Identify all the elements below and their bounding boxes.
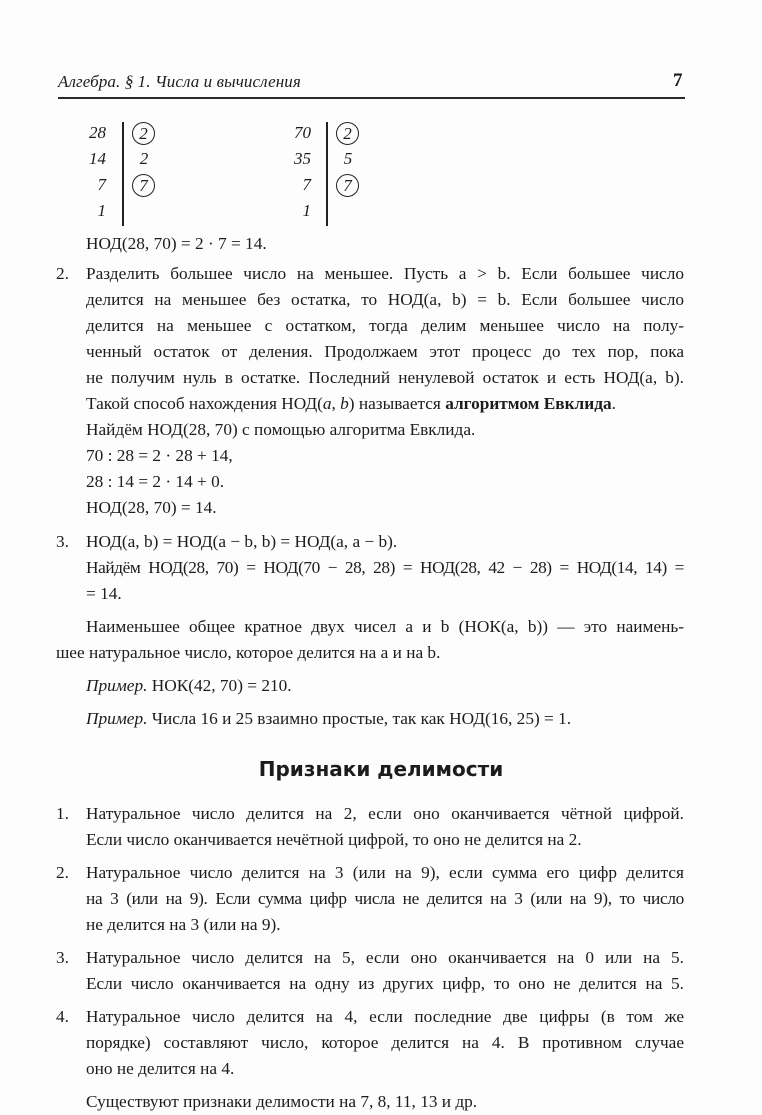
page-number: 7 xyxy=(673,70,683,91)
example-intro: Найдём НОД(28, 70) с помощью алгоритма Евклида. xyxy=(86,420,476,439)
rule-line: Если число оканчивается нечётной цифрой, то оно не делится на 2. xyxy=(86,830,582,849)
euclid-step: 70 : 28 = 2 · 28 + 14, xyxy=(86,446,233,465)
dividend: 35 xyxy=(294,149,311,168)
dividend: 14 xyxy=(89,149,106,168)
dividend: 7 xyxy=(97,175,106,194)
rule-line: порядке) составляют число, которое делится на 4. В противном случае xyxy=(86,1033,684,1052)
list-number: 2. xyxy=(56,264,69,283)
lcm-definition-line: шее натуральное число, которое делится на a и на b. xyxy=(56,643,441,662)
definition-prefix: Такой способ нахождения НОД(a, b) называется xyxy=(86,394,446,413)
rule-line: Натуральное число делится на 4, если последние две цифры (в том же xyxy=(86,1007,684,1026)
paragraph-line: ченный остаток от деления. Продолжаем этот процесс до тех пор, пока xyxy=(86,342,684,361)
paragraph-line: не получим нуль в остатке. Последний ненулевой остаток и есть НОД(a, b). xyxy=(86,368,684,387)
factor-table-bar xyxy=(326,122,328,226)
example-label: Пример. xyxy=(86,676,148,695)
example-label: Пример. xyxy=(86,709,148,728)
rule-line: не делится на 3 (или на 9). xyxy=(86,915,281,934)
paragraph-line: делится на меньшее без остатка, то НОД(a, b) = b. Если большее число xyxy=(86,290,684,309)
running-header-title: Алгебра. § 1. Числа и вычисления xyxy=(58,72,301,91)
paragraph-line: Разделить большее число на меньшее. Пусть a > b. Если большее число xyxy=(86,264,684,283)
example-lcm xyxy=(86,673,292,699)
dividend: 70 xyxy=(294,123,311,142)
prime-factor-circled: 2 xyxy=(336,122,359,145)
closing-note: Существуют признаки делимости на 7, 8, 11, 13 и др. xyxy=(86,1092,478,1111)
dividend: 1 xyxy=(302,201,311,220)
prime-factor: 5 xyxy=(343,149,353,168)
euclid-step: 28 : 14 = 2 · 14 + 0. xyxy=(86,472,225,491)
paragraph-line: делится на меньшее с остатком, тогда делим меньшее число на полу- xyxy=(86,316,684,335)
rule-line: Натуральное число делится на 3 (или на 9), если сумма его цифр делится xyxy=(86,863,684,882)
gcd-property-example-cont: = 14. xyxy=(86,584,122,603)
bold-term: алгоритмом Евклида xyxy=(445,394,612,413)
list-number: 4. xyxy=(56,1007,69,1026)
prime-factor-circled: 7 xyxy=(132,174,155,197)
rule-line: Натуральное число делится на 2, если оно оканчивается чётной цифрой. xyxy=(86,804,684,823)
gcd-property-formula: НОД(a, b) = НОД(a − b, b) = НОД(a, a − b). xyxy=(86,532,398,551)
prime-factor: 2 xyxy=(139,149,149,168)
rule-line: Натуральное число делится на 5, если оно оканчивается на 0 или на 5. xyxy=(86,948,684,967)
dividend: 28 xyxy=(89,123,106,142)
rule-line: оно не делится на 4. xyxy=(86,1059,235,1078)
prime-factor-circled: 2 xyxy=(132,122,155,145)
gcd-result: НОД(28, 70) = 2 · 7 = 14. xyxy=(86,234,267,253)
prime-factor-circled: 7 xyxy=(336,174,359,197)
rule-line: Если число оканчивается на одну из других цифр, то оно не делится на 5. xyxy=(86,974,684,993)
example-text: НОК(42, 70) = 210. xyxy=(151,676,292,695)
period: . xyxy=(611,394,616,413)
gcd-property-example: Найдём НОД(28, 70) = НОД(70 − 28, 28) = НОД(28, 42 − 28) = НОД(14, 14) = xyxy=(86,558,684,577)
header-divider xyxy=(58,97,685,99)
rule-line: на 3 (или на 9). Если сумма цифр числа не делится на 3 (или на 9), то число xyxy=(86,889,684,908)
euclid-step: НОД(28, 70) = 14. xyxy=(86,498,217,517)
list-number: 3. xyxy=(56,948,69,967)
dividend: 7 xyxy=(302,175,311,194)
section-heading: Признаки делимости xyxy=(258,757,504,781)
dividend: 1 xyxy=(97,201,106,220)
factor-table-bar xyxy=(122,122,124,226)
paragraph-line-with-term xyxy=(86,391,616,417)
list-number: 3. xyxy=(56,532,69,551)
lcm-definition-line: Наименьшее общее кратное двух чисел a и b (НОК(a, b)) — это наимень- xyxy=(86,617,684,636)
list-number: 2. xyxy=(56,863,69,882)
example-text: Числа 16 и 25 взаимно простые, так как НОД(16, 25) = 1. xyxy=(151,709,572,728)
list-number: 1. xyxy=(56,804,69,823)
example-coprime xyxy=(86,706,571,732)
